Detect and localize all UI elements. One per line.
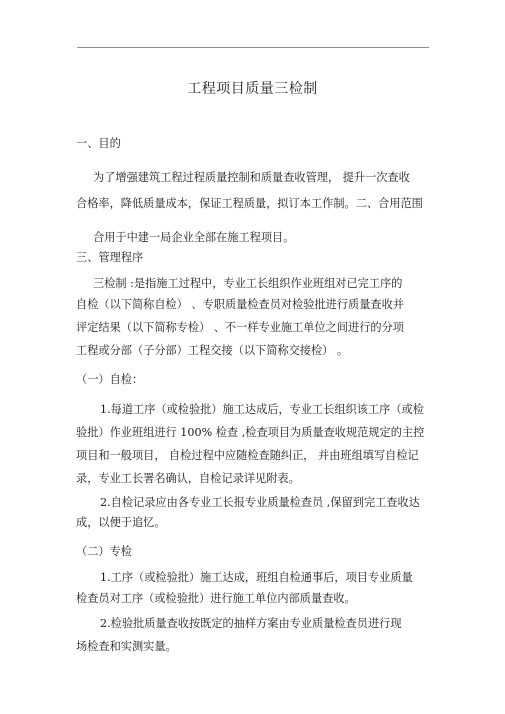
paragraph-line: 验批）作业班组进行 100% 检查 ,检查项目为质量查收规范规定的主控	[76, 426, 425, 439]
header-rule	[77, 47, 429, 48]
document-title: 工程项目质量三检制	[187, 81, 318, 97]
paragraph-line: 评定结果（以下简称专检） 、不一样专业施工单位之间进行的分项	[76, 321, 404, 334]
paragraph-line: 检查员对工序（或检验批）进行施工单位内部质量查收。	[76, 592, 356, 605]
paragraph-line: 项目和一般项目， 自检过程中应随检查随纠正， 并由班组填写自检记	[76, 449, 419, 462]
paragraph-line: 合格率，降低质量成本，保证工程质量，拟订本工作制。二、合用范围	[76, 197, 423, 210]
paragraph-line: 录，专业工长署名确认，自检记录详见附表。	[76, 472, 300, 485]
paragraph-line: 1.工序（或检验批）施工达成，班组自检通事后，项目专业质量	[100, 571, 413, 584]
subsection-heading-special-check: （二）专检	[76, 545, 132, 558]
paragraph-line: 场检查和实测实量。	[76, 640, 177, 653]
paragraph-line: 1.每道工序（或检验批）施工达成后，专业工长组织该工序（或检	[100, 403, 424, 416]
subsection-heading-self-check: （一）自检：	[76, 373, 144, 386]
paragraph-line: 自检（以下简称自检） 、专职质量检查员对检验批进行质量查收并	[76, 298, 404, 311]
paragraph-line: 2.检验批质量查收按既定的抽样方案由专业质量检查员进行现	[100, 617, 402, 630]
paragraph-line: 工程或分部（子分部）工程交接（以下简称交接检） 。	[76, 344, 349, 357]
paragraph-line: 成，以便于追忆。	[76, 516, 166, 529]
section-heading-purpose: 一、目的	[76, 137, 121, 150]
section-heading-procedure: 三、管理程序	[76, 251, 144, 264]
paragraph-line: 合用于中建一局企业全部在施工程项目。	[93, 231, 295, 244]
paragraph-line: 为了增强建筑工程过程质量控制和质量查收管理， 提升一次查收	[93, 171, 410, 184]
paragraph-line: 2.自检记录应由各专业工长报专业质量检查员 ,保留到完工查收达	[100, 496, 420, 509]
paragraph-line: 三检制 :是指施工过程中，专业工长组织作业班组对已完工序的	[93, 277, 403, 290]
